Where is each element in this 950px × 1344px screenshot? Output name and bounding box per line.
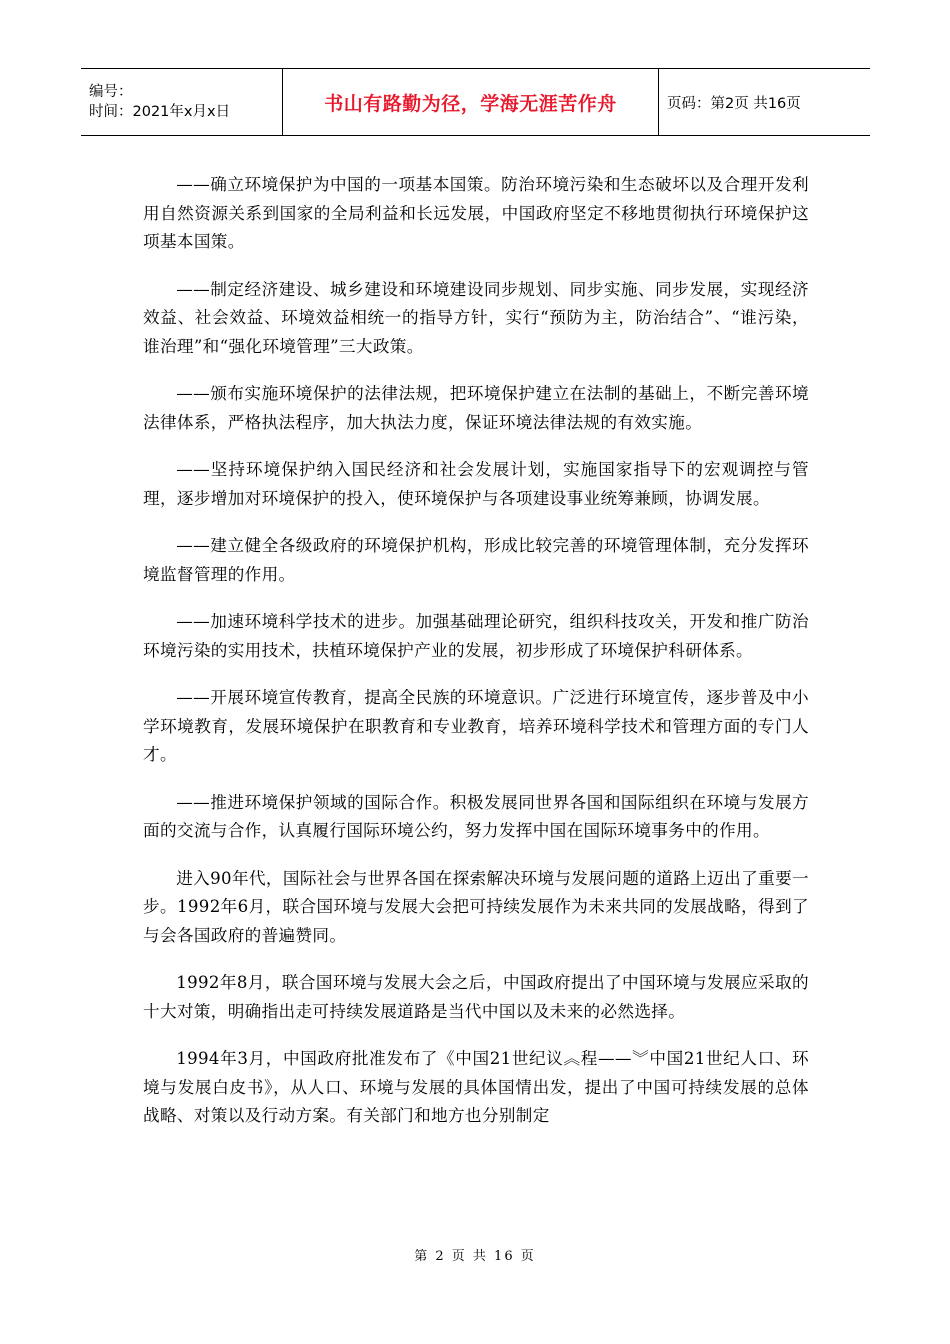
paragraph: ——制定经济建设、城乡建设和环境建设同步规划、同步实施、同步发展，实现经济效益、社会效益、环境效益相统一的指导方针，实行“预防为主，防治结合”、“谁污染，谁治理”和“强化环境管理”三大政策。 xyxy=(143,279,809,356)
document-body xyxy=(143,171,809,1150)
header-motto: 书山有路勤为径，学海无涯苦作舟 xyxy=(324,92,617,115)
header-page-info: 页码：第2页 共16页 xyxy=(667,95,801,112)
paragraph: ——推进环境保护领域的国际合作。积极发展同世界各国和国际组织在环境与发展方面的交流与合作，认真履行国际环境公约，努力发挥中国在国际环境事务中的作用。 xyxy=(143,792,809,840)
page-footer: 第 2 页 共 16 页 xyxy=(414,1249,536,1264)
paragraph: ——确立环境保护为中国的一项基本国策。防治环境污染和生态破坏以及合理开发利用自然资源关系到国家的全局利益和长远发展，中国政府坚定不移地贯彻执行环境保护这项基本国策。 xyxy=(143,175,809,251)
paragraph: ——开展环境宣传教育，提高全民族的环境意识。广泛进行环境宣传，逐步普及中小学环境教育，发展环境保护在职教育和专业教育，培养环境科学技术和管理方面的专门人才。 xyxy=(143,688,809,764)
paragraph: 进入90年代，国际社会与世界各国在探索解决环境与发展问题的道路上迈出了重要一步。1992年6月，联合国环境与发展大会把可持续发展作为未来共同的发展战略，得到了与会各国政府的普遍赞同。 xyxy=(143,868,809,945)
paragraph: ——加速环境科学技术的进步。加强基础理论研究，组织科技攻关，开发和推广防治环境污染的实用技术，扶植环境保护产业的发展，初步形成了环境保护科研体系。 xyxy=(143,612,809,660)
paragraph: ——坚持环境保护纳入国民经济和社会发展计划，实施国家指导下的宏观调控与管理，逐步增加对环境保护的投入，使环境保护与各项建设事业统筹兼顾，协调发展。 xyxy=(143,460,809,508)
header-motto-cell xyxy=(283,69,659,135)
paragraph: 1994年3月，中国政府批准发布了《中国21世纪议︽程——︾中国21世纪人口、环境与发展白皮书》，从人口、环境与发展的具体国情出发，提出了中国可持续发展的总体战略、对策以及行动方案。有关部门和地方也分别制定 xyxy=(143,1049,809,1125)
paragraph: ——建立健全各级政府的环境保护机构，形成比较完善的环境管理体制，充分发挥环境监督管理的作用。 xyxy=(143,536,809,584)
page-header xyxy=(81,68,870,136)
paragraph: ——颁布实施环境保护的法律法规，把环境保护建立在法制的基础上，不断完善环境法律体系，严格执法程序，加大执法力度，保证环境法律法规的有效实施。 xyxy=(143,384,809,432)
document-date-label: 时间：2021年x月x日 xyxy=(89,104,231,120)
header-meta xyxy=(81,69,283,135)
document-number-label: 编号： xyxy=(89,84,133,100)
paragraph: 1992年8月，联合国环境与发展大会之后，中国政府提出了中国环境与发展应采取的十大对策，明确指出走可持续发展道路是当代中国以及未来的必然选择。 xyxy=(143,973,809,1021)
header-page-info-cell xyxy=(659,69,870,135)
